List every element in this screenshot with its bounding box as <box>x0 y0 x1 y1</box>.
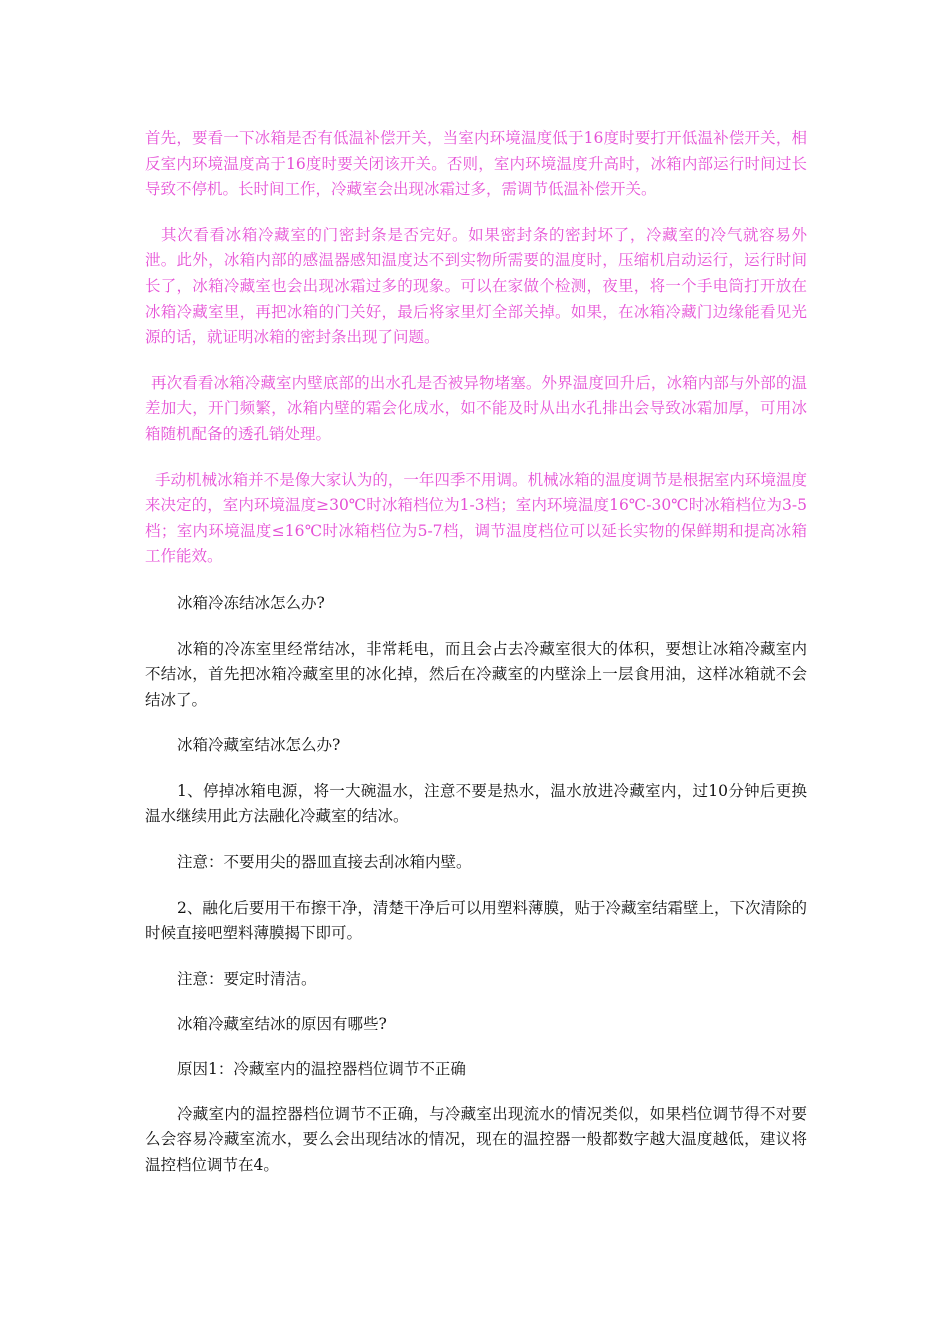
paragraph-cause-1-detail: 冷藏室内的温控器档位调节不正确，与冷藏室出现流水的情况类似，如果档位调节得不对要么会容易冷藏室流水，要么会出现结冰的情况，现在的温控器一般都数字越大温度越低，建议将温控档位调节在4。 <box>145 1104 807 1174</box>
paragraph-freezer-ice-solution: 冰箱的冷冻室里经常结冰，非常耗电，而且会占去冷藏室很大的体积，要想让冰箱冷藏室内不结冰，首先把冰箱冷藏室里的冰化掉，然后在冷藏室的内壁涂上一层食用油，这样冰箱就不会结冰了。 <box>145 639 807 709</box>
paragraph-note-2: 注意：要定时清洁。 <box>177 969 317 988</box>
paragraph-cause-1-title: 原因1：冷藏室内的温控器档位调节不正确 <box>177 1060 466 1079</box>
document-body <box>145 126 807 1198</box>
paragraph-low-temp-compensation: 首先，要看一下冰箱是否有低温补偿开关，当室内环境温度低于16度时要打开低温补偿开关，相反室内环境温度高于16度时要关闭该开关。否则，室内环境温度升高时，冰箱内部运行时间过长导致不停机。长时间工作，冷藏室会出现冰霜过多，需调节低温补偿开关。 <box>145 129 807 199</box>
heading-ice-causes: 冰箱冷藏室结冰的原因有哪些? <box>177 1015 387 1034</box>
paragraph-drain-hole: 再次看看冰箱冷藏室内壁底部的出水孔是否被异物堵塞。外界温度回升后，冰箱内部与外部的温差加大，开门频繁，冰箱内壁的霜会化成水，如不能及时从出水孔排出会导致冰霜加厚，可用冰箱随机配备的透孔销处理。 <box>145 373 807 443</box>
paragraph-mechanical-fridge-setting: 手动机械冰箱并不是像大家认为的，一年四季不用调。机械冰箱的温度调节是根据室内环境温度来决定的，室内环境温度≥30℃时冰箱档位为1-3档；室内环境温度16℃-30℃时冰箱档位为3-5档；室内环境温度≤16℃时冰箱档位为5-7档，调节温度档位可以延长实物的保鲜期和提高冰箱工作能效。 <box>145 470 807 566</box>
paragraph-step-2: 2、融化后要用干布擦干净，清楚干净后可以用塑料薄膜，贴于冷藏室结霜壁上，下次清除的时候直接吧塑料薄膜揭下即可。 <box>145 898 807 943</box>
paragraph-step-1: 1、停掉冰箱电源，将一大碗温水，注意不要是热水，温水放进冷藏室内，过10分钟后更换温水继续用此方法融化冷藏室的结冰。 <box>145 781 807 826</box>
paragraph-note-1: 注意：不要用尖的器皿直接去刮冰箱内壁。 <box>177 853 472 872</box>
heading-fridge-ice: 冰箱冷藏室结冰怎么办? <box>177 736 341 755</box>
paragraph-door-seal-check: 其次看看冰箱冷藏室的门密封条是否完好。如果密封条的密封坏了，冷藏室的冷气就容易外泄。此外，冰箱内部的感温器感知温度达不到实物所需要的温度时，压缩机启动运行，运行时间长了，冰箱冷藏室也会出现冰霜过多的现象。可以在家做个检测，夜里，将一个手电筒打开放在冰箱冷藏室里，再把冰箱的门关好，最后将家里灯全部关掉。如果，在冰箱冷藏门边缘能看见光源的话，就证明冰箱的密封条出现了问题。 <box>145 225 807 347</box>
heading-freezer-ice: 冰箱冷冻结冰怎么办? <box>177 593 325 612</box>
